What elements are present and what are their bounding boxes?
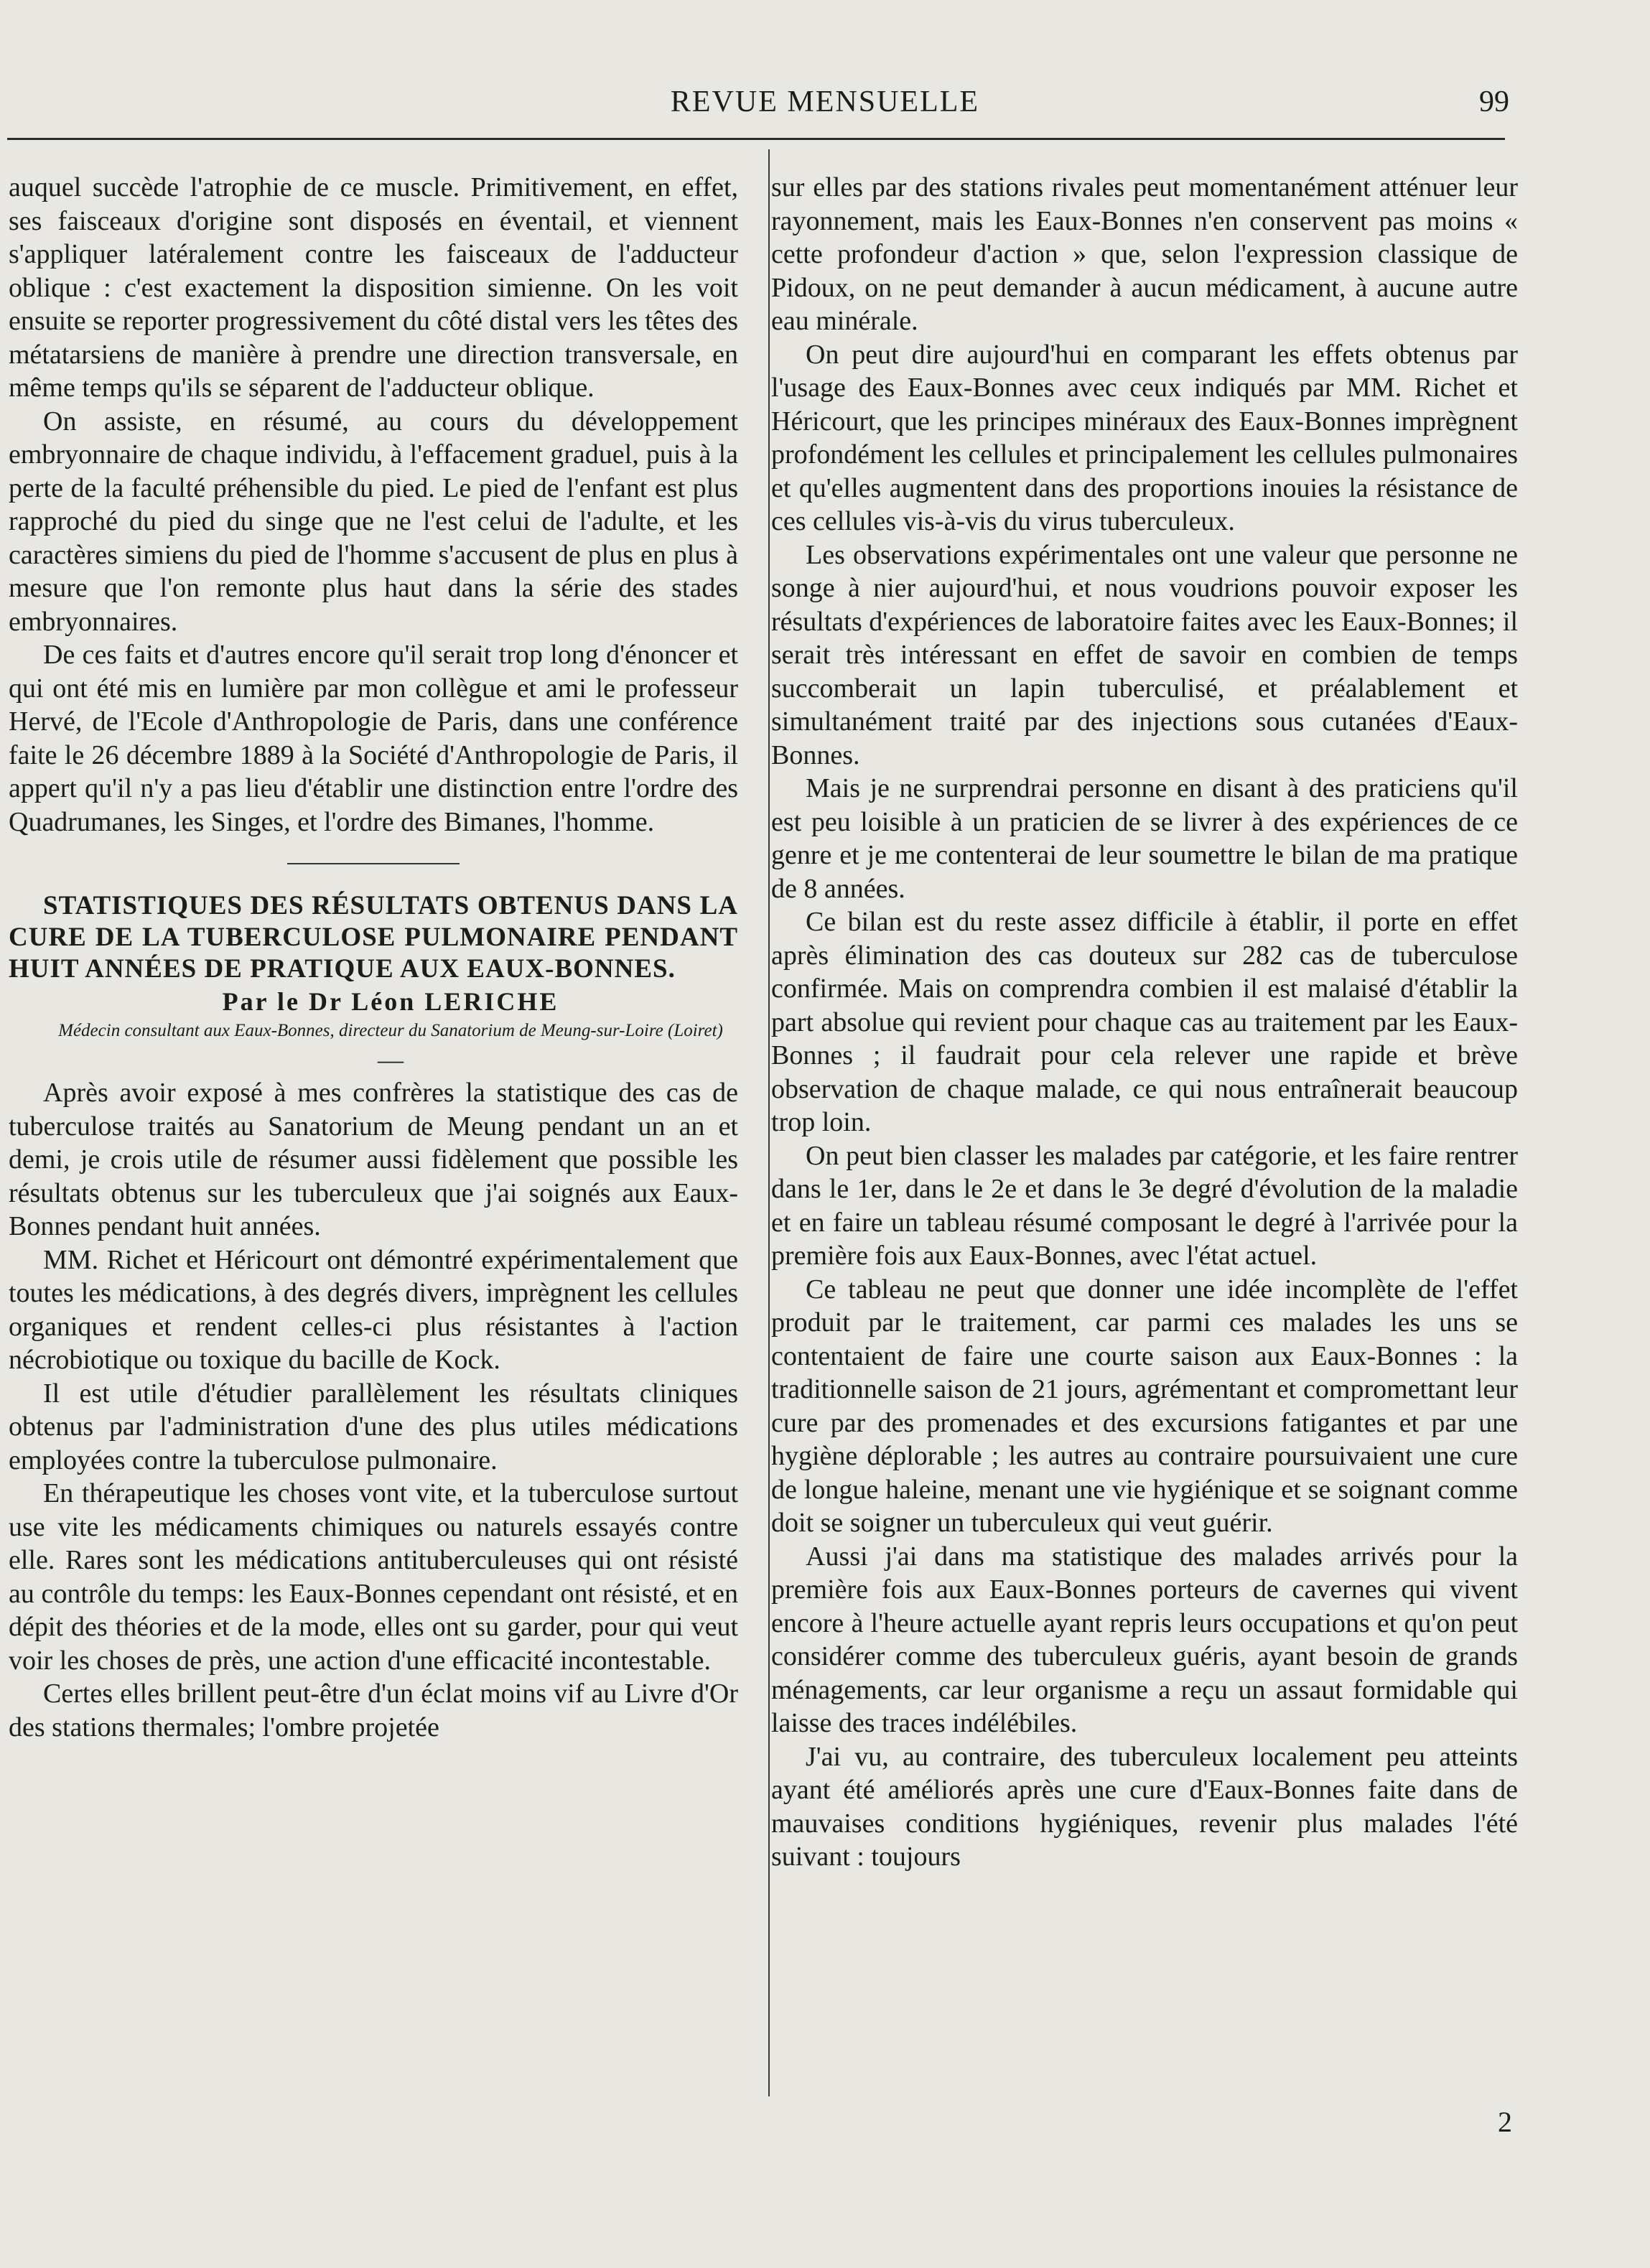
paragraph: J'ai vu, au contraire, des tuberculeux localement peu atteints ayant été améliorés après une cure d'Eaux-Bonnes faite dans de mauvaises conditions hygiéniques, revenir plus malades l'été suivant : toujours [771,1741,1518,1872]
running-title: REVUE MENSUELLE [670,85,980,118]
running-header [0,85,1650,128]
paragraph: auquel succède l'atrophie de ce muscle. Primitivement, en effet, ses faisceaux d'origine sont disposés en éventail, et viennent s'appliquer latéralement contre les faisceaux de l'adducteur oblique : c'est exactement la disposition simienne. On les voit ensuite se reporter progressivement du côté distal vers les têtes des métatarsiens de manière à prendre une direction transversale, en même temps qu'ils se séparent de l'adducteur oblique. [9,172,738,403]
paragraph: Ce tableau ne peut que donner une idée incomplète de l'effet produit par le traitement, car parmi ces malades les uns se contentaient de faire une courte saison aux Eaux-Bonnes : la traditionnelle saison de 21 jours, agrémentant et compromettant leur cure par des promenades et des excursions fatigantes et par une hygiène déplorable ; les autres au contraire poursuivaient une cure de longue haleine, menant une vie hygiénique et se soignant comme doit se soigner un tuberculeux qui veut guérir. [771,1274,1518,1538]
paragraph: Les observations expérimentales ont une valeur que personne ne songe à nier aujourd'hui, et nous voudrions pouvoir exposer les résultats d'expériences de laboratoire faites avec les Eaux-Bonnes; il serait très intéressant en effet de savoir en combien de temps succomberait un lapin tuberculisé, et préalablement et simultanément traité par des injections sous cutanées d'Eaux-Bonnes. [771,539,1518,770]
signature-mark: 2 [1498,2106,1512,2138]
paragraph: Il est utile d'étudier parallèlement les résultats cliniques obtenus par l'administration d'une des plus utiles médications employées contre la tuberculose pulmonaire. [9,1378,738,1475]
paragraph: De ces faits et d'autres encore qu'il serait trop long d'énoncer et qui ont été mis en lumière par mon collègue et ami le professeur Hervé, de l'Ecole d'Anthropologie de Paris, dans une conférence faite le 26 décembre 1889 à la Société d'Anthropologie de Paris, il appert qu'il n'y a pas lieu d'établir une distinction entre l'ordre des Quadrumanes, les Singes, et l'ordre des Bimanes, l'homme. [9,640,738,837]
paragraph: Ce bilan est du reste assez difficile à établir, il porte en effet après élimination des cas douteux sur 282 cas de tuberculose confirmée. Mais on comprendra combien il est malaisé d'établir la part absolue qui revient pour chaque cas au traitement par les Eaux-Bonnes ; il faudrait pour cela relever une rapide et brève observation de chaque malade, ce qui nous entraînerait beaucoup trop loin. [771,907,1518,1137]
paragraph: On assiste, en résumé, au cours du développement embryonnaire de chaque individu, à l'effacement graduel, puis à la perte de la faculté préhensible du pied. Le pied de l'enfant est plus rapproché du pied du singe que ne l'est celui de l'adulte, et les caractères simiens du pied de l'homme s'accusent de plus en plus à mesure que l'on remonte plus haut dans la série des stades embryonnaires. [9,406,738,637]
article-byline: Par le Dr Léon LERICHE [222,987,559,1016]
paragraph: Certes elles brillent peut-être d'un éclat moins vif au Livre d'Or des stations thermales; l'ombre projetée [9,1679,738,1742]
article-title: STATISTIQUES DES RÉSULTATS OBTENUS DANS LA CURE DE LA TUBERCULOSE PULMONAIRE PENDANT HUIT ANNÉES DE PRATIQUE AUX EAUX-BONNES. [9,891,738,984]
column-divider [768,149,770,2096]
paragraph: Aussi j'ai dans ma statistique des malades arrivés pour la première fois aux Eaux-Bonnes porteurs de cavernes qui vivent encore à l'heure actuelle ayant repris leurs occupations et qu'on peut considérer comme des tuberculeux guéris, ayant besoin de grands ménagements, car leur organisme a reçu un assaut formidable qui laisse des traces indélébiles. [771,1541,1518,1738]
paragraph: Après avoir exposé à mes confrères la statistique des cas de tuberculose traités au Sanatorium de Meung pendant un an et demi, je crois utile de résumer aussi fidèlement que possible les résultats obtenus sur les tuberculeux que j'ai soignés aux Eaux-Bonnes pendant huit années. [9,1078,738,1241]
paragraph: sur elles par des stations rivales peut momentanément atténuer leur rayonnement, mais les Eaux-Bonnes n'en conservent pas moins « cette profondeur d'action » que, selon l'expression classique de Pidoux, on ne peut demander à aucun médicament, à aucune autre eau minérale. [771,172,1518,336]
header-rule [7,138,1505,140]
paragraph: En thérapeutique les choses vont vite, et la tuberculose surtout use vite les médicaments chimiques ou naturels essayés contre elle. Rares sont les médications antituberculeuses qui ont résisté au contrôle du temps: les Eaux-Bonnes cependant ont résisté, et en dépit des théories et de la mode, elles ont su garder, pour qui veut voir les choses de près, une action d'une efficacité incontestable. [9,1478,738,1676]
left-column [9,171,738,1744]
section-separator [287,863,460,864]
title-dash: — [378,1045,404,1074]
author-affiliation: Médecin consultant aux Eaux-Bonnes, directeur du Sanatorium de Meung-sur-Loire (Loiret) [58,1020,723,1040]
paragraph: Mais je ne surprendrai personne en disant à des praticiens qu'il est peu loisible à un praticien de se livrer à des expériences de ce genre et je me contenterai de leur soumettre le bilan de ma pratique de 8 années. [771,773,1518,904]
page-number: 99 [1479,85,1509,118]
paragraph: On peut dire aujourd'hui en comparant les effets obtenus par l'usage des Eaux-Bonnes avec ceux indiqués par MM. Richet et Héricourt, que les principes minéraux des Eaux-Bonnes imprègnent profondément les cellules et principalement les cellules pulmonaires et qu'elles augmentent dans des proportions inouies la résistance de ces cellules vis-à-vis du virus tuberculeux. [771,339,1518,536]
paragraph: MM. Richet et Héricourt ont démontré expérimentalement que toutes les médications, à des degrés divers, imprègnent les cellules organiques et rendent celles-ci plus résistantes à l'action nécrobiotique ou toxique du bacille de Kock. [9,1244,738,1375]
paragraph: On peut bien classer les malades par catégorie, et les faire rentrer dans le 1er, dans le 2e et dans le 3e degré d'évolution de la maladie et en faire un tableau résumé composant le degré à l'arrivée pour la première fois aux Eaux-Bonnes, avec l'état actuel. [771,1140,1518,1271]
right-column [771,171,1518,1874]
